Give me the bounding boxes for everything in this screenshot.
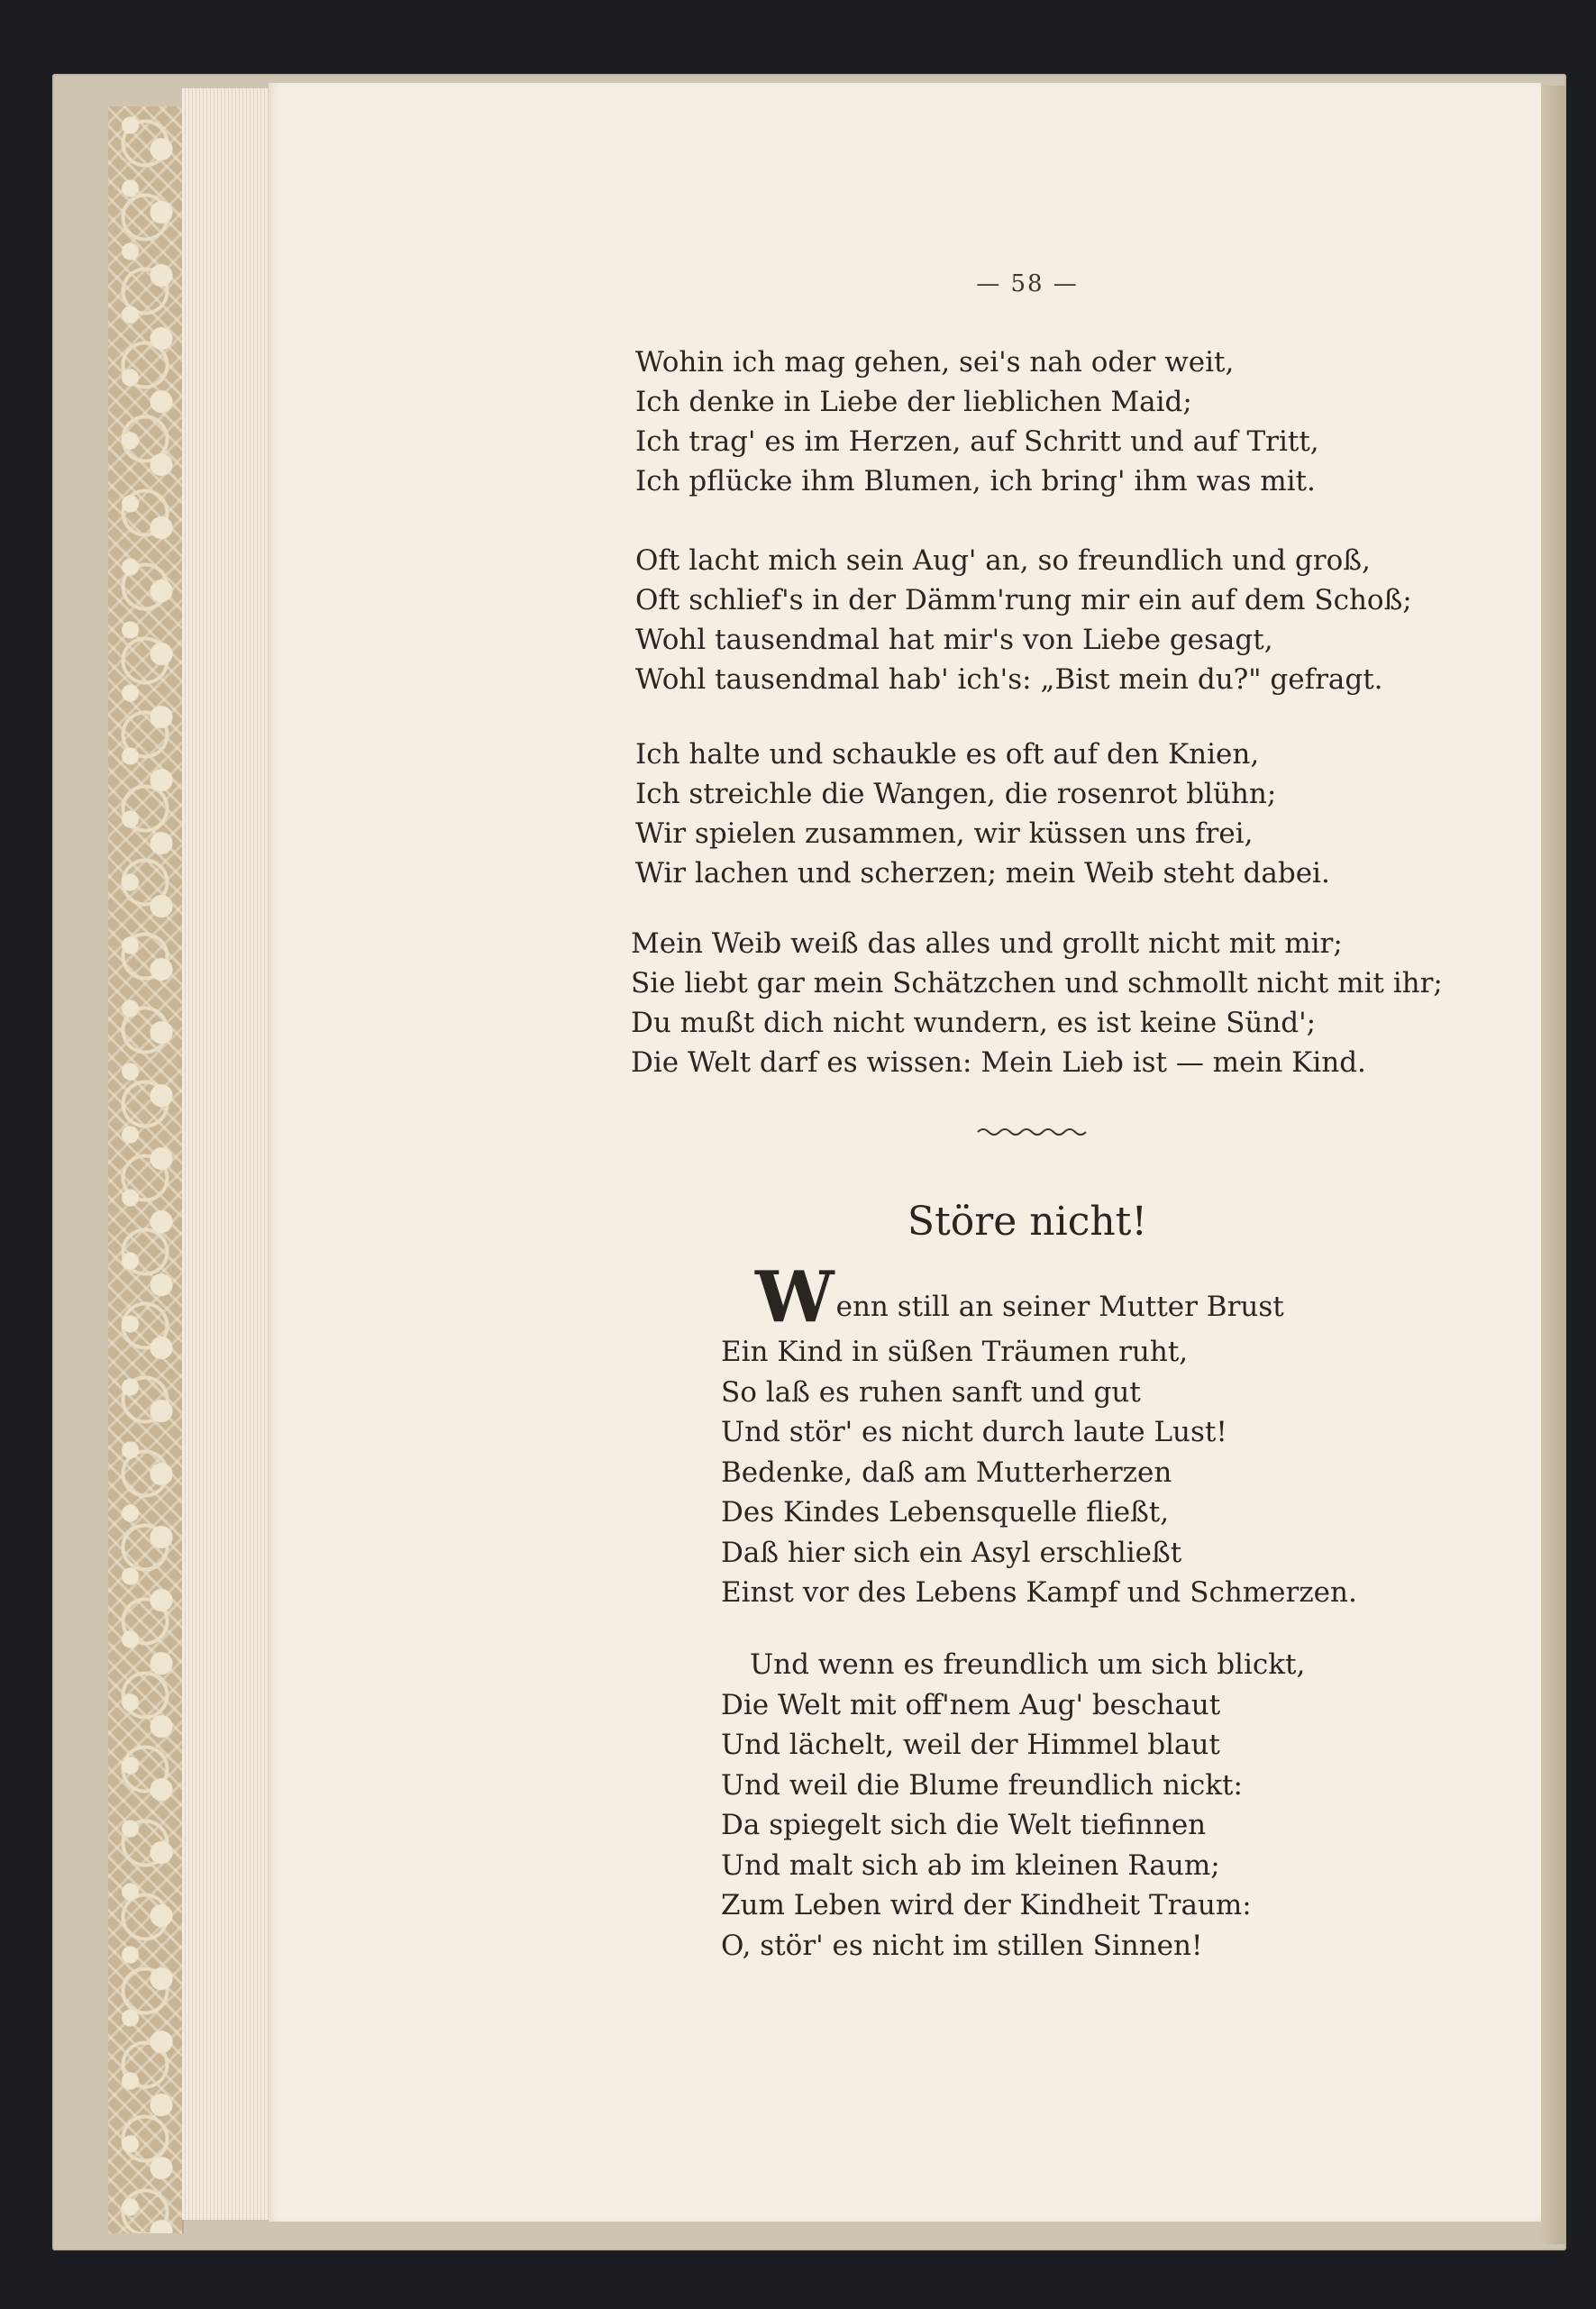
verse-line: Daß hier sich ein Asyl erschließt — [721, 1536, 1182, 1569]
poem2-stanza-1 — [721, 1332, 1357, 1613]
verse-line: Ich pflücke ihm Blumen, ich bring' ihm was mit. — [635, 465, 1316, 497]
verse-line: Die Welt darf es wissen: Mein Lieb ist — mein Kind. — [631, 1046, 1366, 1079]
verse-line: Und lächelt, weil der Himmel blaut — [721, 1729, 1220, 1761]
decorative-endpaper — [108, 106, 184, 2233]
verse-line: Die Welt mit off'nem Aug' beschaut — [721, 1688, 1221, 1721]
stanza-2 — [635, 541, 1412, 699]
stanza-1 — [635, 342, 1319, 501]
verse-line: Wir spielen zusammen, wir küssen uns frei, — [635, 817, 1254, 850]
verse-line: Und malt sich ab im kleinen Raum; — [721, 1848, 1220, 1882]
verse-line: Bedenke, daß am Mutterherzen — [721, 1456, 1172, 1489]
verse-line: Ich streichle die Wangen, die rosenrot blühn; — [635, 778, 1277, 810]
wavy-divider-icon — [976, 1125, 1089, 1139]
verse-line: O, stör' es nicht im stillen Sinnen! — [721, 1929, 1203, 1962]
page-edges — [182, 88, 269, 2220]
verse-line: Sie liebt gar mein Schätzchen und schmollt nicht mit ihr; — [631, 967, 1443, 999]
poem-first-line — [755, 1256, 1284, 1338]
page-number: — 58 — — [976, 270, 1079, 297]
verse-line: Du mußt dich nicht wundern, es ist keine Sünd'; — [631, 1007, 1317, 1039]
verse-line: Ich denke in Liebe der lieblichen Maid; — [635, 386, 1192, 418]
verse-line: Wohl tausendmal hat mir's von Liebe gesagt, — [635, 624, 1273, 656]
verse-line: Oft schlief's in der Dämm'rung mir ein auf dem Schoß; — [635, 584, 1412, 616]
verse-line: Ein Kind in süßen Träumen ruht, — [721, 1336, 1189, 1368]
verse-line: Wohin ich mag gehen, sei's nah oder weit, — [635, 346, 1235, 379]
verse-line: Und wenn es freundlich um sich blickt, — [750, 1648, 1306, 1681]
verse-line: Wir lachen und scherzen; mein Weib steht dabei. — [635, 857, 1330, 890]
verse-line: Ich halte und schaukle es oft auf den Knien, — [635, 738, 1260, 771]
first-line-text: enn still an seiner Mutter Brust — [835, 1291, 1284, 1323]
verse-line: Und weil die Blume freundlich nickt: — [721, 1768, 1243, 1802]
verse-line: So laß es ruhen sanft und gut — [721, 1375, 1141, 1409]
verse-line: Zum Leben wird der Kindheit Traum: — [721, 1889, 1252, 1921]
verse-line: Wohl tausendmal hab' ich's: „Bist mein du?" gefragt. — [635, 663, 1383, 696]
poem2-stanza-2 — [721, 1645, 1305, 1966]
verse-line: Einst vor des Lebens Kampf und Schmerzen. — [721, 1576, 1357, 1609]
verse-line: Mein Weib weiß das alles und grollt nicht mit mir; — [631, 927, 1343, 960]
verse-line: Oft lacht mich sein Aug' an, so freundlich und groß, — [635, 544, 1371, 577]
stanza-3 — [635, 735, 1330, 893]
verse-line: Da spiegelt sich die Welt tiefinnen — [721, 1809, 1207, 1841]
cover-edge — [1541, 86, 1566, 2244]
drop-cap: W — [755, 1256, 834, 1338]
verse-line: Ich trag' es im Herzen, auf Schritt und auf Tritt, — [635, 425, 1319, 458]
verse-line: Und stör' es nicht durch laute Lust! — [721, 1416, 1227, 1448]
stanza-4 — [631, 924, 1443, 1082]
verse-line: Des Kindes Lebensquelle fließt, — [721, 1496, 1170, 1529]
poem-title: Störe nicht! — [907, 1199, 1148, 1245]
